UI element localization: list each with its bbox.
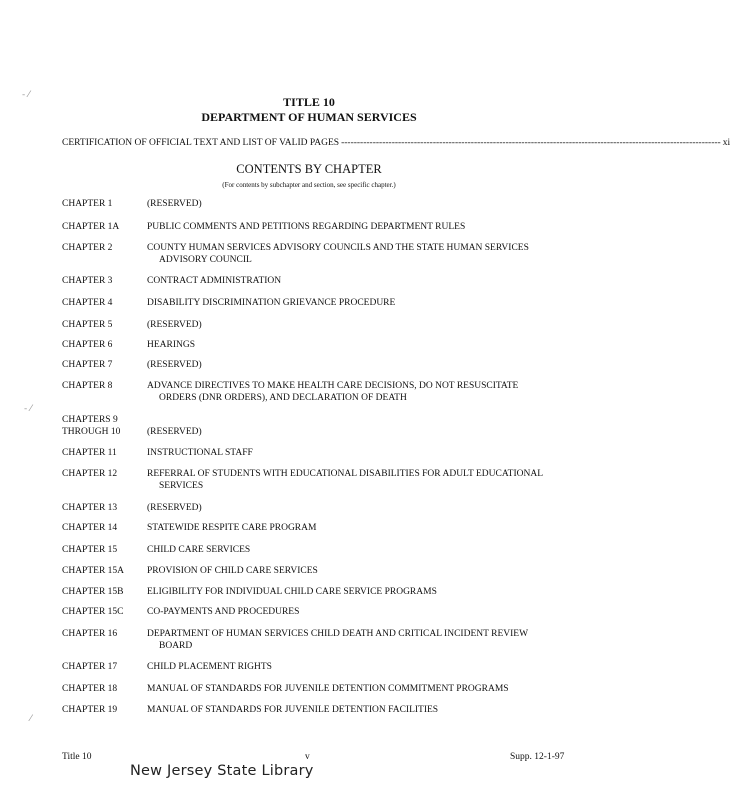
chapter-number: CHAPTER 15B: [62, 587, 124, 597]
chapter-number: CHAPTER 17: [62, 662, 118, 672]
chapter-title: REFERRAL OF STUDENTS WITH EDUCATIONAL DISABILITIES FOR ADULT EDUCATIONAL SERVICES: [147, 469, 544, 491]
footer-left: Title 10: [62, 752, 92, 762]
chapter-title: (RESERVED): [147, 320, 202, 330]
chapter-title: INSTRUCTIONAL STAFF: [147, 448, 253, 458]
chapter-number: CHAPTER 13: [62, 503, 118, 513]
contents-note: (For contents by subchapter and section, see specific chapter.): [222, 181, 396, 189]
chapter-number: CHAPTER 6: [62, 340, 113, 350]
chapter-title: (RESERVED): [147, 427, 202, 437]
chapter-title: CO-PAYMENTS AND PROCEDURES: [147, 607, 300, 617]
certification-text: CERTIFICATION OF OFFICIAL TEXT AND LIST OF VALID PAGES: [62, 138, 340, 148]
certification-line[interactable]: [62, 138, 730, 148]
title-line-2: DEPARTMENT OF HUMAN SERVICES: [201, 110, 417, 124]
title-line-1: TITLE 10: [283, 95, 335, 109]
chapter-number: CHAPTER 19: [62, 705, 118, 715]
chapter-title: PUBLIC COMMENTS AND PETITIONS REGARDING DEPARTMENT RULES: [147, 222, 466, 232]
library-stamp: New Jersey State Library: [130, 763, 314, 779]
chapter-number: CHAPTER 18: [62, 684, 118, 694]
chapter-number: CHAPTER 7: [62, 360, 113, 370]
chapter-number: CHAPTERS 9 THROUGH 10: [62, 415, 121, 437]
chapter-number: CHAPTER 1: [62, 199, 113, 209]
chapter-title: ADVANCE DIRECTIVES TO MAKE HEALTH CARE DECISIONS, DO NOT RESUSCITATE ORDERS (DNR ORDERS), AND DECLARATION OF DEATH: [147, 381, 519, 403]
scan-mark-top: - ⁄: [22, 90, 30, 100]
chapter-title: MANUAL OF STANDARDS FOR JUVENILE DETENTION COMMITMENT PROGRAMS: [147, 684, 509, 694]
chapter-number: CHAPTER 16: [62, 629, 118, 639]
chapter-title: DISABILITY DISCRIMINATION GRIEVANCE PROCEDURE: [147, 298, 396, 308]
chapter-number: CHAPTER 14: [62, 523, 118, 533]
chapter-number: CHAPTER 4: [62, 298, 113, 308]
chapter-number: CHAPTER 11: [62, 448, 117, 458]
scan-mark-bottom: ⁄: [30, 714, 32, 724]
chapter-title: (RESERVED): [147, 199, 202, 209]
chapter-title: CHILD CARE SERVICES: [147, 545, 251, 555]
chapter-number: CHAPTER 15C: [62, 607, 124, 617]
chapter-number: CHAPTER 15A: [62, 566, 125, 576]
chapter-title: COUNTY HUMAN SERVICES ADVISORY COUNCILS AND THE STATE HUMAN SERVICES ADVISORY COUNCIL: [147, 243, 529, 265]
chapter-number: CHAPTER 12: [62, 469, 118, 479]
chapter-number: CHAPTER 8: [62, 381, 113, 391]
certification-page: xi: [722, 138, 730, 148]
chapter-title: (RESERVED): [147, 503, 202, 513]
chapter-title: MANUAL OF STANDARDS FOR JUVENILE DETENTION FACILITIES: [147, 705, 439, 715]
chapter-number: CHAPTER 1A: [62, 222, 120, 232]
chapter-title: CONTRACT ADMINISTRATION: [147, 276, 282, 286]
chapter-number: CHAPTER 3: [62, 276, 113, 286]
chapter-number: CHAPTER 5: [62, 320, 113, 330]
chapter-title: HEARINGS: [147, 340, 196, 350]
footer-page-number: v: [305, 752, 310, 762]
contents-heading: CONTENTS BY CHAPTER: [236, 162, 382, 176]
footer-supplement: Supp. 12-1-97: [510, 752, 565, 762]
chapter-title: DEPARTMENT OF HUMAN SERVICES CHILD DEATH AND CRITICAL INCIDENT REVIEW BOARD: [147, 629, 529, 651]
chapter-title: CHILD PLACEMENT RIGHTS: [147, 662, 272, 672]
scan-mark-middle: - ⁄: [24, 404, 32, 414]
chapter-number: CHAPTER 2: [62, 243, 113, 253]
chapter-title: ELIGIBILITY FOR INDIVIDUAL CHILD CARE SERVICE PROGRAMS: [147, 587, 437, 597]
chapter-title: (RESERVED): [147, 360, 202, 370]
chapter-title: STATEWIDE RESPITE CARE PROGRAM: [147, 523, 317, 533]
dot-leader: ------------------------------------------------------------------------------------------------------------------------: [341, 138, 721, 148]
chapter-title: PROVISION OF CHILD CARE SERVICES: [147, 566, 318, 576]
chapter-number: CHAPTER 15: [62, 545, 118, 555]
